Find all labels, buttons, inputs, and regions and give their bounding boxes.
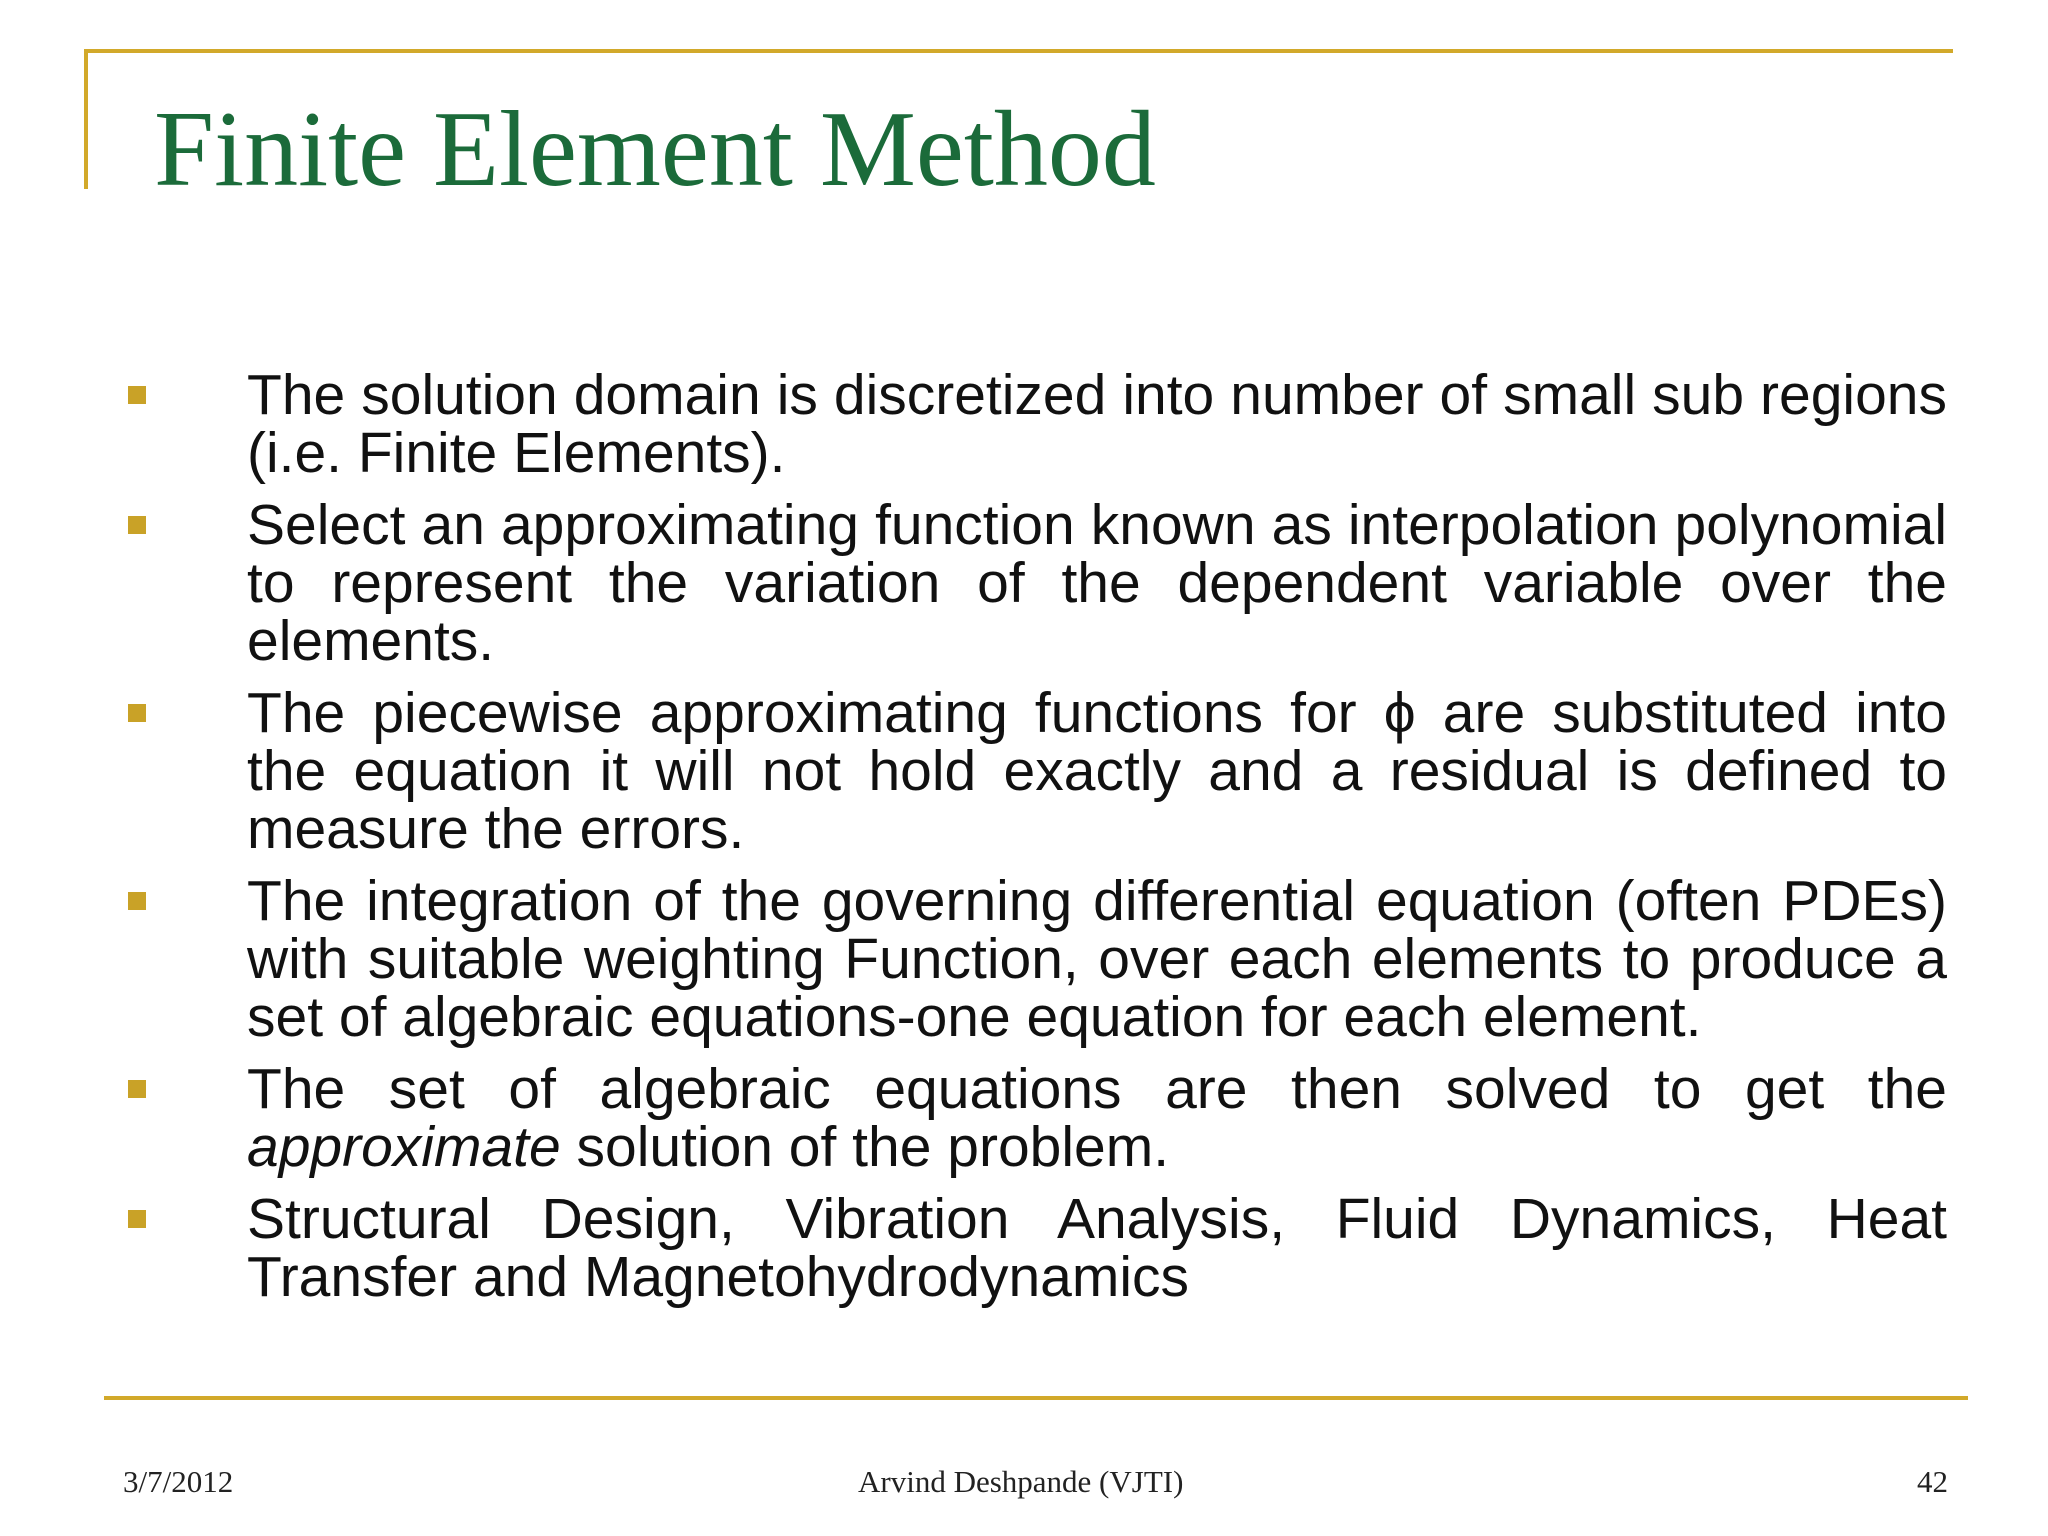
square-bullet-icon <box>128 1080 146 1098</box>
slide-title: Finite Element Method <box>154 90 1156 209</box>
bullet-item <box>0 493 2048 673</box>
square-bullet-icon <box>128 1210 146 1228</box>
bullet-item <box>0 1187 2048 1309</box>
bullet-text: The integration of the governing differential equation (often PDEs) with suitable weighting Function, over each elements to produce a set of algebraic equations-one equation for each element. <box>247 869 1947 1049</box>
footer-author: Arvind Deshpande (VJTI) <box>858 1464 1184 1499</box>
footer-divider-line <box>104 1396 1968 1400</box>
bullet-text: The solution domain is discretized into number of small sub regions (i.e. Finite Elements). <box>247 363 1947 485</box>
bullet-item <box>0 363 2048 485</box>
bullet-list <box>0 363 2048 1320</box>
top-border-line <box>84 49 1953 53</box>
bullet-text-end: solution of the problem. <box>560 1115 1170 1179</box>
emphasized-word: approximate <box>247 1115 561 1179</box>
square-bullet-icon <box>128 386 146 404</box>
bullet-text: Select an approximating function known as interpolation polynomial to represent the variation of the dependent variable over the elements. <box>247 493 1947 673</box>
bullet-text-start: The set of algebraic equations are then solved to get the <box>247 1057 1947 1121</box>
footer-date: 3/7/2012 <box>123 1464 234 1499</box>
left-border-line <box>84 49 88 189</box>
bullet-text: Structural Design, Vibration Analysis, Fluid Dynamics, Heat Transfer and Magnetohydrodynamics <box>247 1187 1947 1309</box>
bullet-item <box>0 1057 2048 1179</box>
bullet-item <box>0 681 2048 861</box>
page-number: 42 <box>1917 1464 1948 1499</box>
bullet-item <box>0 869 2048 1049</box>
square-bullet-icon <box>128 704 146 722</box>
bullet-text <box>247 1057 1947 1179</box>
bullet-text: The piecewise approximating functions for ϕ are substituted into the equation it will not hold exactly and a residual is defined to measure the errors. <box>247 681 1947 861</box>
square-bullet-icon <box>128 516 146 534</box>
square-bullet-icon <box>128 892 146 910</box>
